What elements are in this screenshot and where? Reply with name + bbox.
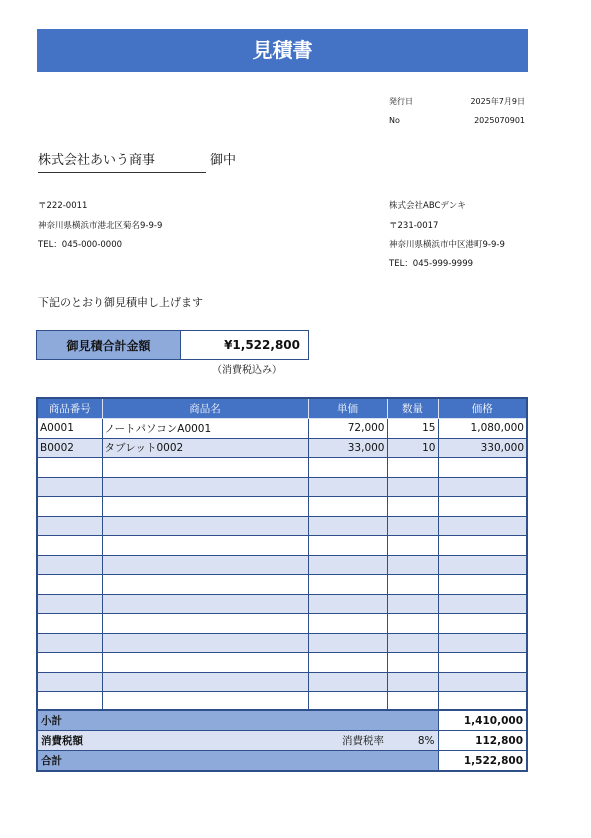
grand-total-label: 御見積合計金額 — [37, 331, 181, 359]
item-amount — [438, 575, 527, 595]
item-qty: 10 — [387, 438, 438, 458]
tax-rate-value: 8% — [387, 731, 438, 751]
item-price — [308, 516, 387, 536]
item-qty — [387, 477, 438, 497]
item-price — [308, 536, 387, 556]
table-header-row — [37, 398, 527, 419]
total-value: 1,522,800 — [438, 751, 527, 772]
column-header-code: 商品番号 — [37, 398, 102, 419]
client-address: 神奈川県横浜市港北区菊名9-9-9 — [38, 221, 163, 231]
table-row — [37, 653, 527, 673]
table-row — [37, 419, 527, 439]
subtotal-label: 小計 — [37, 710, 438, 731]
column-header-qty: 数量 — [387, 398, 438, 419]
item-code — [37, 555, 102, 575]
item-qty — [387, 672, 438, 692]
issuer-postal: 〒231-0017 — [389, 221, 439, 231]
item-price — [308, 653, 387, 673]
tax-included-note: （消費税込み） — [212, 365, 282, 376]
item-name — [102, 536, 308, 556]
item-name — [102, 672, 308, 692]
items-table — [36, 397, 528, 732]
subtotal-row — [37, 710, 527, 731]
item-amount — [438, 653, 527, 673]
item-price — [308, 633, 387, 653]
item-qty — [387, 594, 438, 614]
item-code: A0001 — [37, 419, 102, 439]
table-row — [37, 672, 527, 692]
tax-row — [37, 731, 527, 751]
item-code — [37, 614, 102, 634]
tax-rate-label: 消費税率 — [308, 731, 387, 751]
item-name — [102, 594, 308, 614]
item-name — [102, 653, 308, 673]
item-qty — [387, 458, 438, 478]
issuer-company: 株式会社ABCデンキ — [389, 201, 466, 211]
grand-total-value: ¥1,522,800 — [224, 338, 300, 352]
tax-label: 消費税額 — [37, 731, 308, 751]
item-code — [37, 575, 102, 595]
column-header-amount: 価格 — [438, 398, 527, 419]
table-row — [37, 575, 527, 595]
table-row — [37, 594, 527, 614]
document-no-label: No — [389, 116, 400, 125]
item-price — [308, 497, 387, 517]
item-name — [102, 633, 308, 653]
item-qty — [387, 497, 438, 517]
summary-table — [36, 709, 528, 772]
item-amount — [438, 516, 527, 536]
item-price: 33,000 — [308, 438, 387, 458]
total-row — [37, 751, 527, 772]
client-honorific: 御中 — [210, 153, 237, 168]
item-qty — [387, 555, 438, 575]
item-amount — [438, 477, 527, 497]
item-amount — [438, 594, 527, 614]
item-name — [102, 555, 308, 575]
item-qty — [387, 516, 438, 536]
item-code — [37, 458, 102, 478]
item-price — [308, 575, 387, 595]
item-amount — [438, 497, 527, 517]
item-qty — [387, 653, 438, 673]
item-name — [102, 497, 308, 517]
item-amount — [438, 672, 527, 692]
item-amount — [438, 555, 527, 575]
item-name — [102, 575, 308, 595]
table-row — [37, 633, 527, 653]
item-amount — [438, 633, 527, 653]
item-price — [308, 594, 387, 614]
table-row — [37, 536, 527, 556]
document-no: 2025070901 — [474, 116, 525, 125]
item-amount — [438, 614, 527, 634]
issuer-tel: TEL：045-999-9999 — [389, 259, 474, 269]
table-row — [37, 555, 527, 575]
item-amount — [438, 458, 527, 478]
item-name — [102, 614, 308, 634]
total-label: 合計 — [37, 751, 438, 772]
item-code — [37, 477, 102, 497]
item-amount — [438, 536, 527, 556]
item-name — [102, 477, 308, 497]
item-price — [308, 458, 387, 478]
table-row — [37, 516, 527, 536]
item-price — [308, 477, 387, 497]
issue-date-label: 発行日 — [389, 97, 413, 106]
item-code — [37, 653, 102, 673]
intro-text: 下記のとおり御見積申し上げます — [38, 296, 203, 309]
table-row — [37, 497, 527, 517]
item-qty — [387, 575, 438, 595]
item-price — [308, 614, 387, 634]
item-code — [37, 633, 102, 653]
subtotal-value: 1,410,000 — [438, 710, 527, 731]
table-row — [37, 477, 527, 497]
table-row — [37, 438, 527, 458]
item-qty — [387, 614, 438, 634]
item-code — [37, 516, 102, 536]
item-qty — [387, 536, 438, 556]
item-amount: 330,000 — [438, 438, 527, 458]
item-price: 72,000 — [308, 419, 387, 439]
client-postal: 〒222-0011 — [38, 201, 88, 211]
item-name — [102, 516, 308, 536]
tax-value: 112,800 — [438, 731, 527, 751]
item-code — [37, 536, 102, 556]
item-qty — [387, 633, 438, 653]
item-amount: 1,080,000 — [438, 419, 527, 439]
issuer-address: 神奈川県横浜市中区港町9-9-9 — [389, 240, 505, 250]
item-name: ノートパソコンA0001 — [102, 419, 308, 439]
issue-date: 2025年7月9日 — [470, 97, 525, 106]
item-name: タブレット0002 — [102, 438, 308, 458]
item-code — [37, 672, 102, 692]
item-price — [308, 555, 387, 575]
client-name: 株式会社あいう商事 — [38, 152, 206, 173]
column-header-name: 商品名 — [102, 398, 308, 419]
item-qty: 15 — [387, 419, 438, 439]
item-code: B0002 — [37, 438, 102, 458]
table-row — [37, 458, 527, 478]
column-header-price: 単価 — [308, 398, 387, 419]
document-title: 見積書 — [37, 29, 528, 72]
item-price — [308, 672, 387, 692]
item-code — [37, 497, 102, 517]
client-tel: TEL：045-000-0000 — [38, 240, 123, 250]
item-code — [37, 594, 102, 614]
grand-total-box — [36, 330, 309, 360]
table-row — [37, 614, 527, 634]
item-name — [102, 458, 308, 478]
